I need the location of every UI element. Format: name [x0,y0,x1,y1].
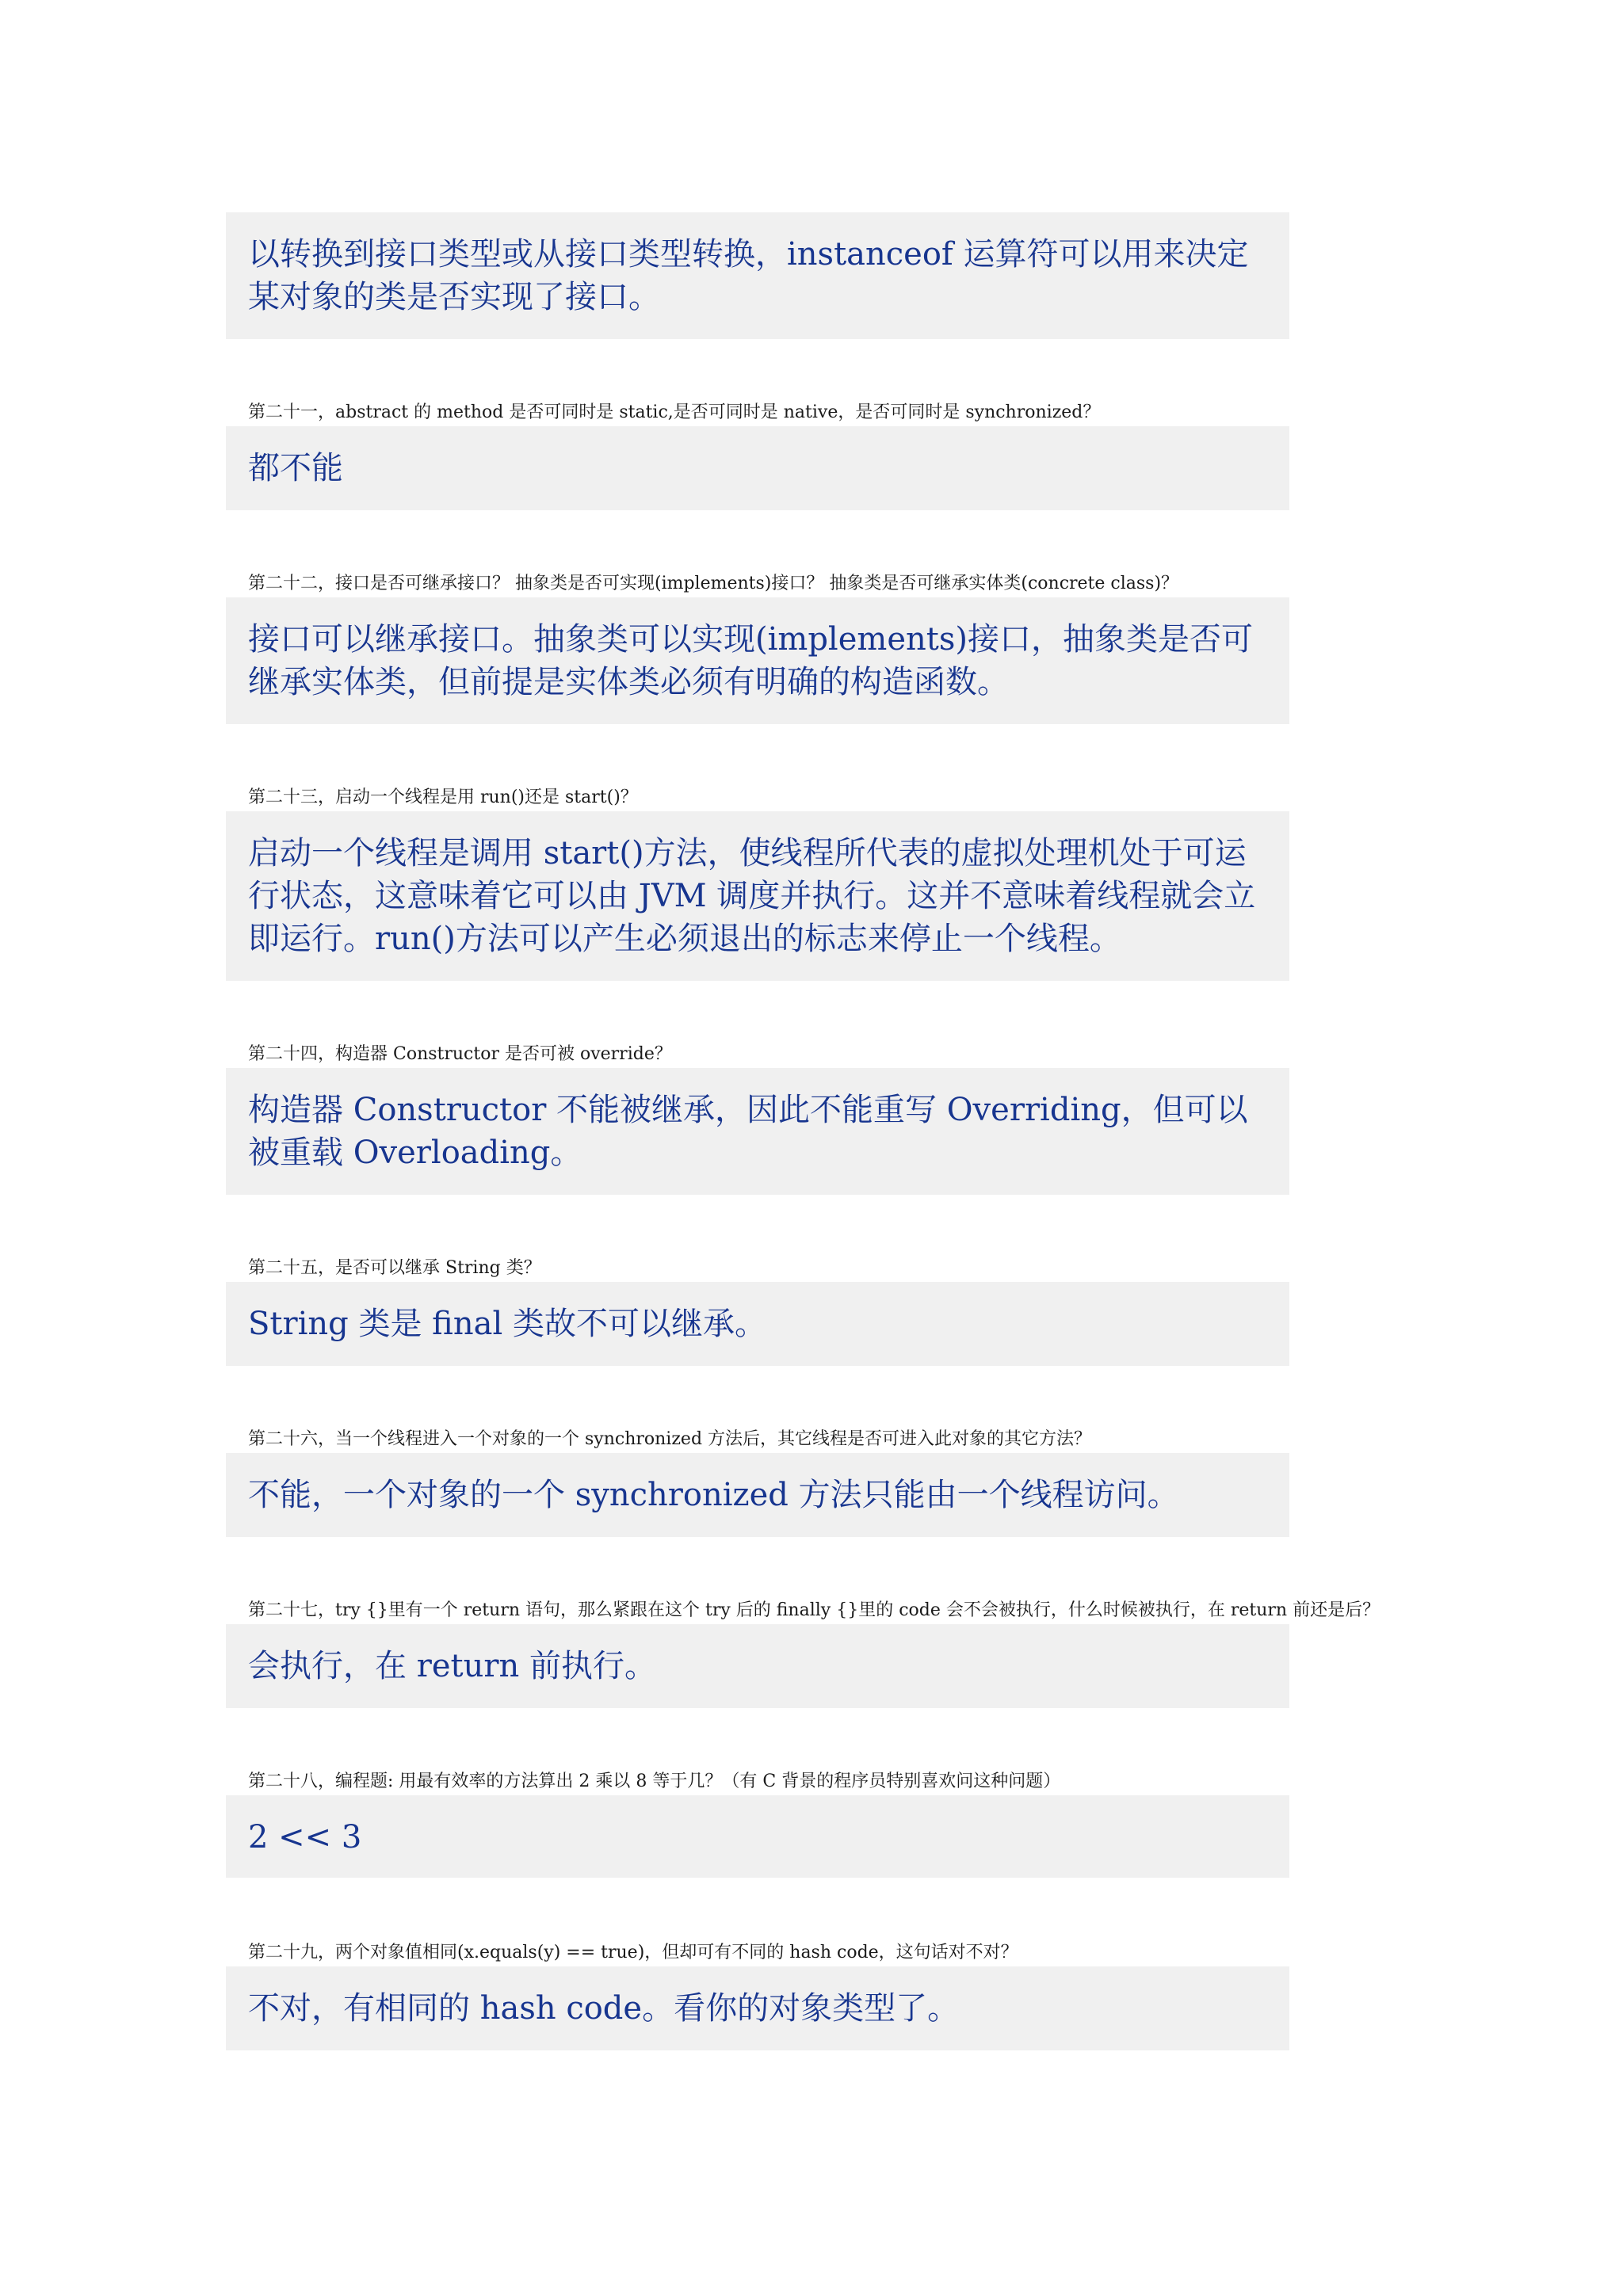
answer-text: 接口可以继承接口。抽象类可以实现(implements)接口，抽象类是否可继承实体类，但前提是实体类必须有明确的构造函数。 [248,621,1253,700]
answer-box [226,212,1289,339]
question-text: 第二十六，当一个线程进入一个对象的一个 synchronized 方法后，其它线程是否可进入此对象的其它方法？ [248,1429,1092,1449]
answer-box [226,1966,1289,2050]
question-text: 第二十四，构造器 Constructor 是否可被 override？ [248,1044,672,1064]
answer-text: 会执行，在 return 前执行。 [248,1648,656,1684]
answer-text: 构造器 Constructor 不能被继承，因此不能重写 Overriding，但可以被重载 Overloading。 [248,1092,1248,1171]
answer-box [226,1624,1289,1708]
answer-box [226,1453,1289,1537]
question-text: 第二十八，编程题: 用最有效率的方法算出 2 乘以 8 等于几？（有 C 背景的程序员特别喜欢问这种问题） [248,1772,1061,1791]
question-text: 第二十三，启动一个线程是用 run()还是 start()？ [248,788,638,807]
question-text: 第二十二，接口是否可继承接口？ 抽象类是否可实现(implements)接口？ 抽象类是否可继承实体类(concrete class)？ [248,574,1179,593]
question-text: 第二十七，try {}里有一个 return 语句，那么紧跟在这个 try 后的 finally {}里的 code 会不会被执行，什么时候被执行，在 return 前还是后？ [248,1600,1381,1620]
answer-text: 启动一个线程是调用 start()方法，使线程所代表的虚拟处理机处于可运行状态，这意味着它可以由 JVM 调度并执行。这并不意味着线程就会立即运行。run()方法可以产生必须退出的标志来停止一个线程。 [248,835,1256,957]
answer-box [226,426,1289,510]
answer-text: 不对，有相同的 hash code。看你的对象类型了。 [248,1990,960,2027]
answer-text: 都不能 [248,450,343,486]
answer-text: 2 << 3 [248,1819,362,1855]
answer-box [226,811,1289,981]
answer-text: String 类是 final 类故不可以继承。 [248,1306,766,1342]
question-text: 第二十五，是否可以继承 String 类？ [248,1258,541,1278]
answer-box [226,1068,1289,1195]
answer-box [226,1795,1289,1878]
question-text: 第二十九，两个对象值相同(x.equals(y) == true)，但却可有不同的 hash code，这句话对不对？ [248,1943,1018,1962]
question-text: 第二十一，abstract 的 method 是否可同时是 static,是否可同时是 native，是否可同时是 synchronized？ [248,402,1101,422]
answer-text: 以转换到接口类型或从接口类型转换，instanceof 运算符可以用来决定某对象的类是否实现了接口。 [248,236,1249,315]
answer-box [226,597,1289,724]
answer-text: 不能，一个对象的一个 synchronized 方法只能由一个线程访问。 [248,1477,1179,1513]
answer-box [226,1282,1289,1366]
